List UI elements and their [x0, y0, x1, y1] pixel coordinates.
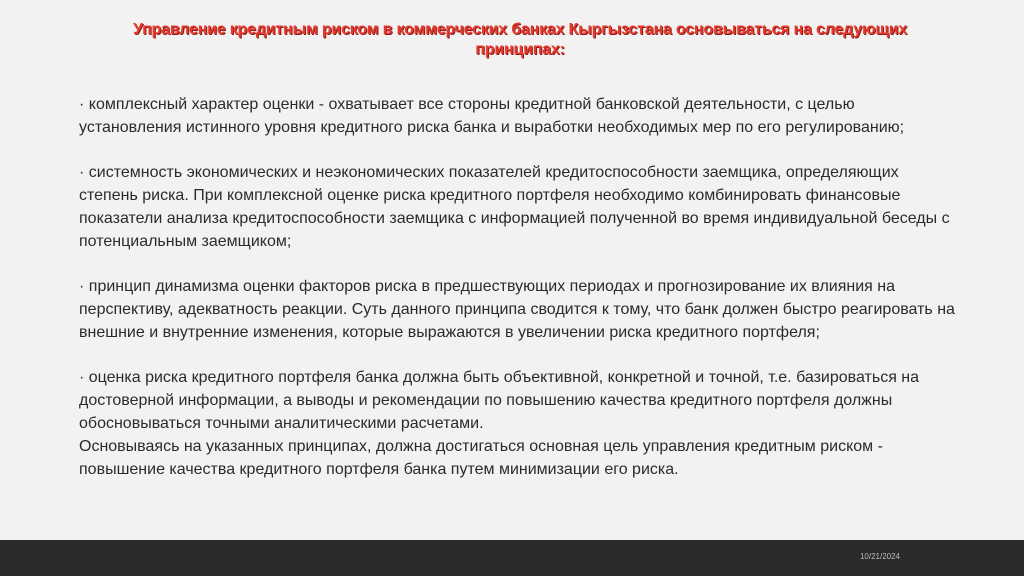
slide-body — [79, 93, 959, 481]
conclusion-paragraph: Основываясь на указанных принципах, должна достигаться основная цель управления кредитным риском - повышение качества кредитного портфеля банка путем минимизации его риска. — [79, 438, 883, 478]
slide-date: 10/21/2024 — [859, 552, 900, 561]
principle-paragraph-2: · системность экономических и неэкономических показателей кредитоспособности заемщика, определяющих степень риска. При комплексной оценке риска кредитного портфеля необходимо комбинировать финансовые показатели анализа кредитоспособности заемщика с информацией полученной во время индивидуальной беседы с потенциальным заемщиком; — [79, 164, 950, 250]
principle-paragraph-3: · принцип динамизма оценки факторов риска в предшествующих периодах и прогнозирование их влияния на перспективу, адекватность реакции. Суть данного принципа сводится к тому, что банк должен быстро реагировать на внешние и внутренние изменения, которые выражаются в увеличении риска кредитного портфеля; — [79, 278, 955, 341]
principle-paragraph-1: · комплексный характер оценки - охватывает все стороны кредитной банковской деятельности, с целью установления истинного уровня кредитного риска банка и выработки необходимых мер по его регулированию; — [79, 96, 905, 136]
slide-title: Управление кредитным риском в коммерческих банках Кыргызстана основываться на следующих принципах: — [132, 21, 908, 58]
principle-paragraph-4: · оценка риска кредитного портфеля банка должна быть объективной, конкретной и точной, т.е. базироваться на достоверной информации, а выводы и рекомендации по повышению качества кредитного портфеля должны обосновываться точными аналитическими расчетами. — [79, 369, 920, 432]
